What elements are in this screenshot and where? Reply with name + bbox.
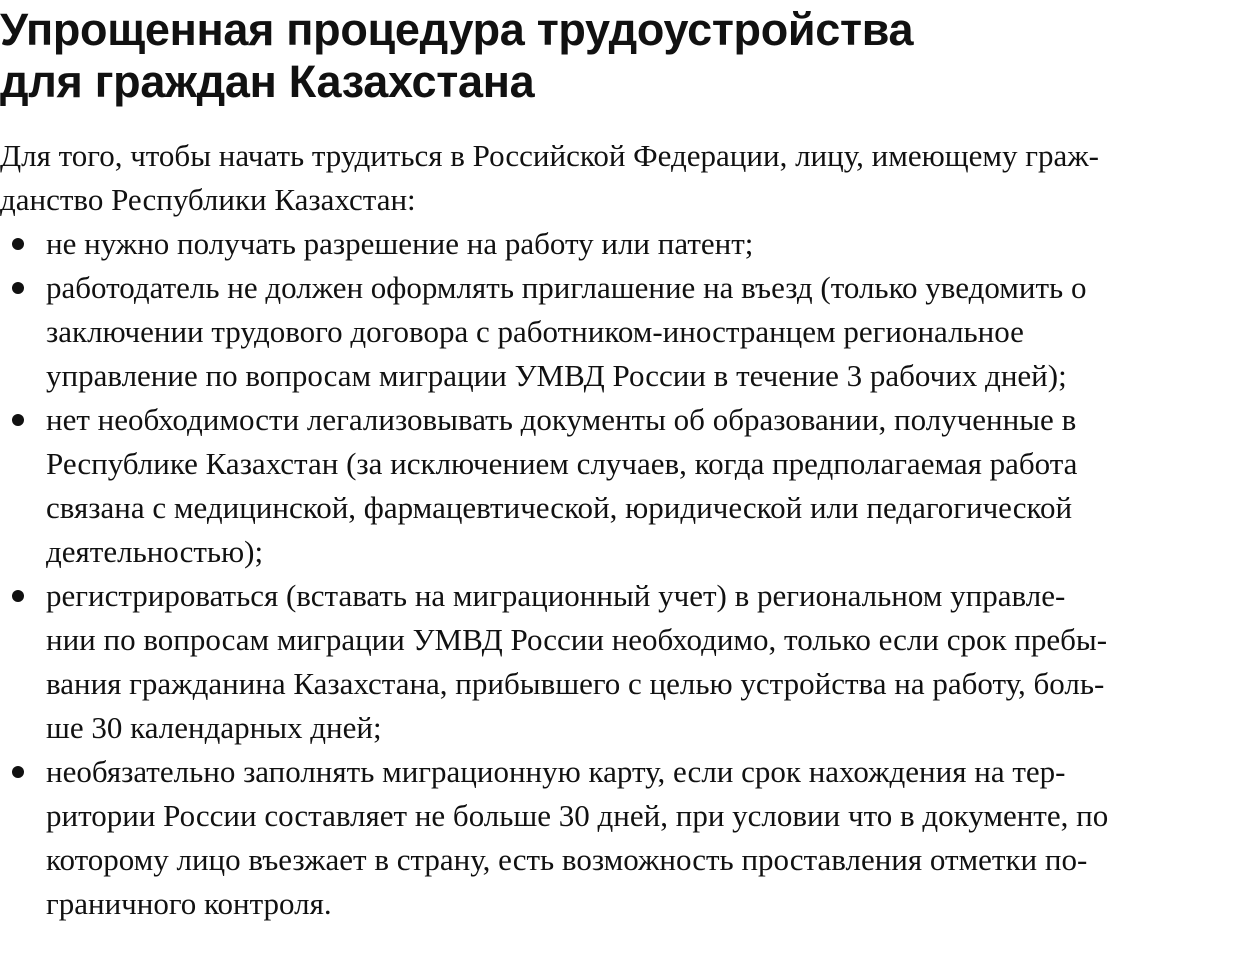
list-item-line: ше 30 календарных дней; [46,710,382,745]
title-line: для граждан Казахстана [0,56,535,107]
list-item [0,574,1248,750]
list-item-text [46,574,1248,750]
list-item [0,750,1248,926]
list-item-line: связана с медицинской, фармацевтической, юридической или педагогической [46,490,1073,525]
list-item-line: деятельностью); [46,534,264,569]
intro-line: данство Республики Казахстан: [0,182,416,217]
bullet-icon [12,282,24,294]
bullet-icon [12,238,24,250]
list-item-line: Республике Казахстан (за исключением случаев, когда предполагаемая работа [46,446,1078,481]
title-line: Упрощенная процедура трудоустройства [0,4,914,55]
list-item-line: работодатель не должен оформлять приглашение на въезд (только уведомить о [46,270,1087,305]
list-item-line: вания гражданина Казахстана, прибывшего с целью устройства на работу, боль- [46,666,1105,701]
list-item-line: нии по вопросам миграции УМВД России необходимо, только если срок пребы- [46,622,1108,657]
list-item-text [46,398,1248,574]
list-item [0,222,1248,266]
list-item [0,266,1248,398]
list-item-line: нет необходимости легализовывать документы об образовании, полученные в [46,402,1077,437]
list-item-text [46,222,1248,266]
list-item-line: граничного контроля. [46,886,332,921]
list-item-line: необязательно заполнять миграционную карту, если срок нахождения на тер- [46,754,1066,789]
bullet-icon [12,414,24,426]
list-item-text [46,750,1248,926]
list-item [0,398,1248,574]
list-item-line: ритории России составляет не больше 30 дней, при условии что в документе, по [46,798,1109,833]
list-item-line: заключении трудового договора с работником-иностранцем региональное [46,314,1024,349]
list-item-line: управление по вопросам миграции УМВД России в течение 3 рабочих дней); [46,358,1067,393]
list-item-text [46,266,1248,398]
document-title [0,4,1248,108]
list-item-line: которому лицо въезжает в страну, есть возможность проставления отметки по- [46,842,1088,877]
list-item-line: не нужно получать разрешение на работу или патент; [46,226,754,261]
intro-line: Для того, чтобы начать трудиться в Российской Федерации, лицу, имеющему граж- [0,138,1099,173]
bullet-icon [12,590,24,602]
requirements-list [0,222,1248,926]
list-item-line: регистрироваться (вставать на миграционный учет) в региональном управле- [46,578,1066,613]
intro-paragraph [0,134,1248,222]
bullet-icon [12,766,24,778]
